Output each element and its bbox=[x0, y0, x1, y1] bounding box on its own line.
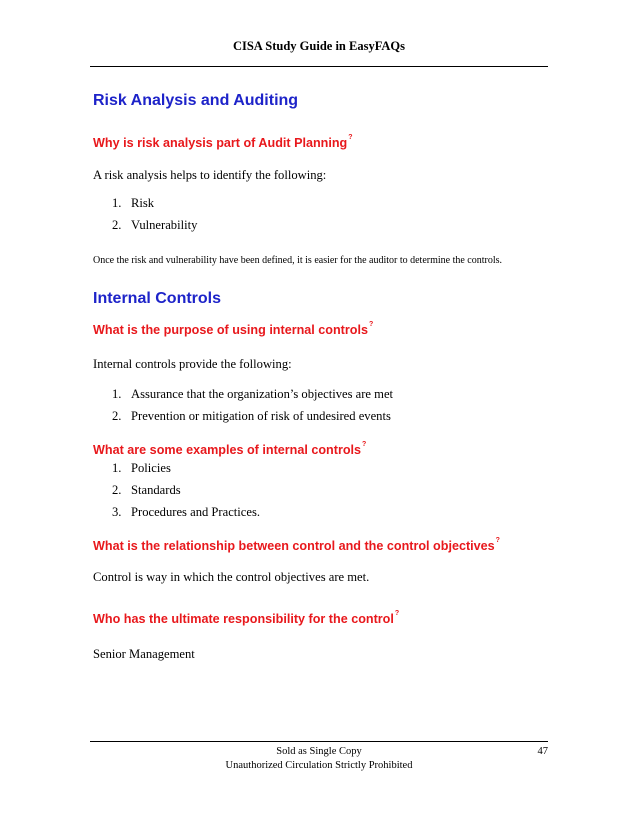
question-text: Why is risk analysis part of Audit Planning bbox=[93, 136, 348, 150]
list-text: Vulnerability bbox=[131, 218, 198, 232]
paragraph-controls-intro: Internal controls provide the following: bbox=[93, 357, 292, 371]
question-mark: ? bbox=[394, 610, 400, 617]
answer-ultimate-responsibility: Senior Management bbox=[93, 647, 195, 661]
footer-sold-as-single-copy: Sold as Single Copy bbox=[276, 746, 362, 757]
question-text: What is the relationship between control and the control objectives bbox=[93, 539, 495, 553]
section-heading-risk-analysis: Risk Analysis and Auditing bbox=[93, 92, 299, 109]
list-text: Standards bbox=[131, 483, 181, 497]
list-text: Assurance that the organization’s objectives are met bbox=[131, 387, 394, 401]
section-heading-internal-controls: Internal Controls bbox=[93, 290, 222, 307]
question-examples-internal-controls bbox=[93, 443, 366, 457]
list-item bbox=[112, 505, 260, 520]
list-text: Procedures and Practices. bbox=[131, 505, 261, 519]
footer-divider bbox=[90, 741, 548, 742]
list-number: 1. bbox=[112, 461, 122, 475]
question-mark: ? bbox=[348, 134, 353, 141]
question-text: What are some examples of internal controls bbox=[93, 443, 362, 457]
list-number: 1. bbox=[112, 387, 122, 401]
list-number: 1. bbox=[112, 196, 122, 210]
list-item bbox=[112, 387, 393, 402]
list-item bbox=[112, 218, 197, 233]
question-mark: ? bbox=[362, 441, 367, 448]
list-text: Prevention or mitigation of risk of undesired events bbox=[131, 409, 391, 423]
question-text: What is the purpose of using internal controls bbox=[93, 323, 368, 337]
list-text: Risk bbox=[131, 196, 155, 210]
question-control-objectives bbox=[93, 539, 500, 553]
page-number: 47 bbox=[537, 746, 548, 757]
question-mark: ? bbox=[495, 537, 500, 544]
question-mark: ? bbox=[368, 321, 374, 328]
header-divider bbox=[90, 66, 548, 67]
list-number: 3. bbox=[112, 505, 122, 519]
list-item bbox=[112, 409, 391, 424]
question-purpose-internal-controls bbox=[93, 323, 373, 337]
list-item bbox=[112, 461, 171, 476]
list-number: 2. bbox=[112, 409, 122, 423]
list-number: 2. bbox=[112, 218, 122, 232]
question-text: Who has the ultimate responsibility for the control bbox=[93, 612, 394, 626]
paragraph-risk-note: Once the risk and vulnerability have been defined, it is easier for the auditor to determine the controls. bbox=[93, 255, 503, 266]
list-item bbox=[112, 196, 154, 211]
list-item bbox=[112, 483, 181, 498]
list-text: Policies bbox=[131, 461, 171, 475]
question-risk-analysis bbox=[93, 136, 353, 150]
answer-control-objectives: Control is way in which the control objectives are met. bbox=[93, 570, 370, 584]
page-header-title: CISA Study Guide in EasyFAQs bbox=[232, 39, 406, 53]
paragraph-risk-intro: A risk analysis helps to identify the following: bbox=[93, 168, 327, 182]
footer-circulation-notice: Unauthorized Circulation Strictly Prohibited bbox=[225, 760, 413, 771]
question-ultimate-responsibility bbox=[93, 612, 399, 626]
list-number: 2. bbox=[112, 483, 122, 497]
